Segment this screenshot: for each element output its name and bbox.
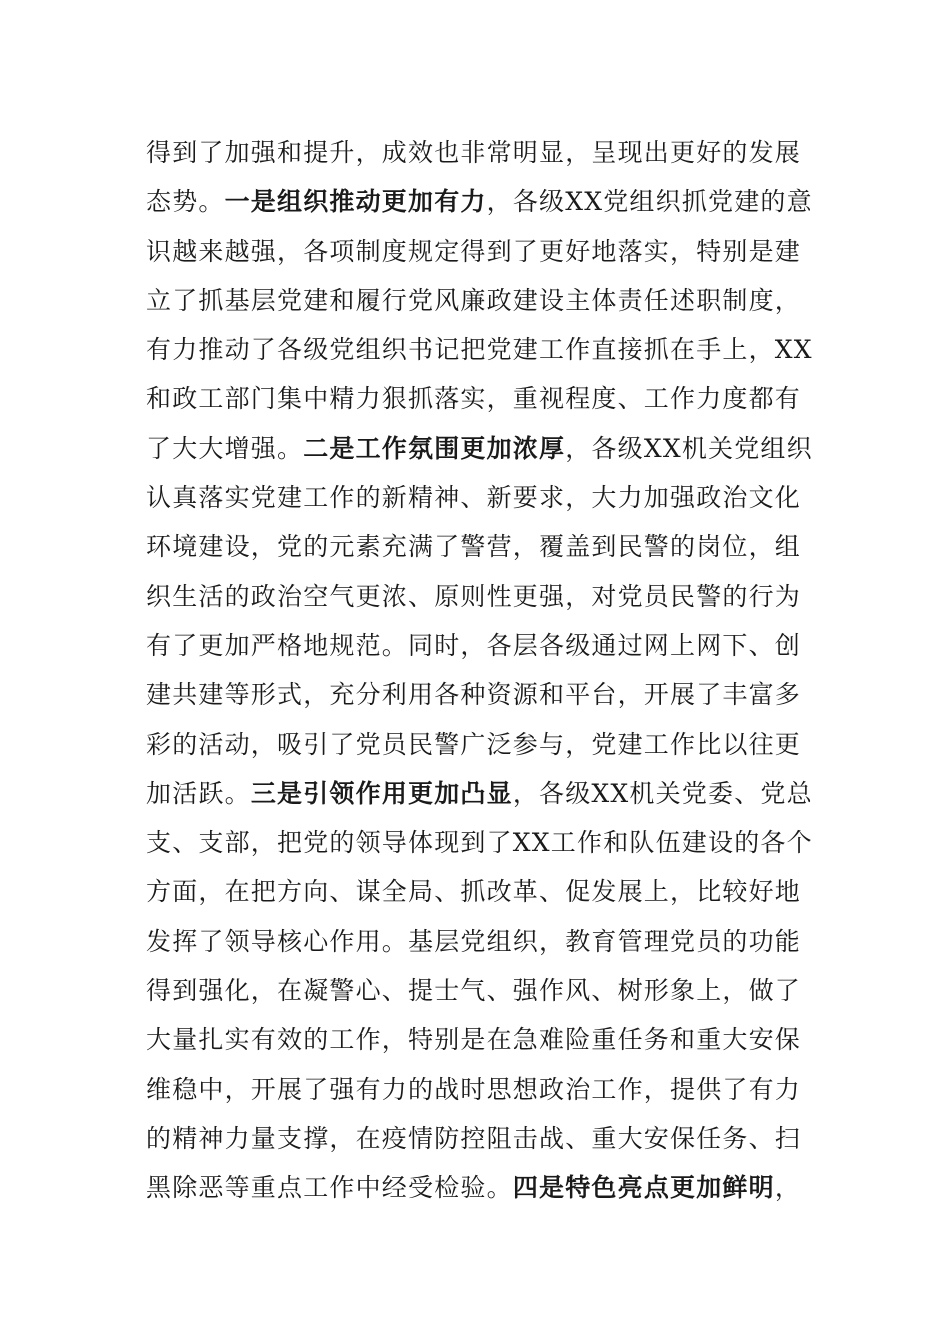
text-segment: 的精神力量支撑，在疫情防控阻击战、重大安保任务、扫 — [146, 1123, 802, 1153]
text-segment: 有力推动了各级党组织书记把党建工作直接抓在手上，XX — [146, 335, 813, 365]
text-line — [146, 818, 816, 867]
text-line — [146, 522, 816, 571]
text-line — [146, 177, 816, 226]
text-segment: 立了抓基层党建和履行党风廉政建设主体责任述职制度， — [146, 285, 802, 315]
text-line — [146, 473, 816, 522]
text-line — [146, 720, 816, 769]
text-line — [146, 917, 816, 966]
text-segment: 大量扎实有效的工作，特别是在急难险重任务和重大安保 — [146, 1025, 802, 1055]
text-segment: 态势。 — [146, 187, 225, 217]
text-line — [146, 424, 816, 473]
text-line — [146, 227, 816, 276]
text-segment: 加活跃。 — [146, 778, 251, 808]
text-segment: 得到了加强和提升，成效也非常明显，呈现出更好的发展 — [146, 138, 802, 167]
text-line — [146, 276, 816, 325]
text-line — [146, 1163, 816, 1212]
body-paragraph — [146, 128, 816, 1213]
text-line — [146, 1114, 816, 1163]
text-line — [146, 572, 816, 621]
text-segment: ，各级XX机关党组织 — [565, 433, 813, 463]
text-line — [146, 325, 816, 374]
bold-heading-phrase: 一是组织推动更加有力 — [224, 187, 487, 217]
text-segment: 织生活的政治空气更浓、原则性更强，对党员民警的行为 — [146, 581, 802, 611]
text-line — [146, 374, 816, 423]
text-segment: 环境建设，党的元素充满了警营，覆盖到民警的岗位，组 — [146, 532, 802, 562]
text-segment: 有了更加严格地规范。同时，各层各级通过网上网下、创 — [146, 630, 802, 660]
bold-heading-phrase: 二是工作氛围更加浓厚 — [303, 433, 566, 463]
text-segment: 维稳中，开展了强有力的战时思想政治工作，提供了有力 — [146, 1074, 802, 1104]
text-line — [146, 128, 816, 177]
text-line — [146, 966, 816, 1015]
text-segment: 得到强化，在凝警心、提士气、强作风、树形象上，做了 — [146, 976, 802, 1006]
bold-heading-phrase: 四是特色亮点更加鲜明 — [512, 1173, 775, 1203]
text-segment: ， — [774, 1173, 802, 1203]
text-segment: 识越来越强，各项制度规定得到了更好地落实，特别是建 — [146, 236, 802, 266]
text-segment: 彩的活动，吸引了党员民警广泛参与，党建工作比以往更 — [146, 729, 802, 759]
text-line — [146, 1065, 816, 1114]
text-line — [146, 867, 816, 916]
text-segment: 支、支部，把党的领导体现到了XX工作和队伍建设的各个 — [146, 828, 813, 858]
text-segment: 发挥了领导核心作用。基层党组织，教育管理党员的功能 — [146, 926, 802, 956]
text-segment: 建共建等形式，充分利用各种资源和平台，开展了丰富多 — [146, 680, 802, 710]
text-segment: 黑除恶等重点工作中经受检验。 — [146, 1173, 513, 1203]
text-line — [146, 1015, 816, 1064]
text-segment: 和政工部门集中精力狠抓落实，重视程度、工作力度都有 — [146, 384, 802, 414]
text-segment: 方面，在把方向、谋全局、抓改革、促发展上，比较好地 — [146, 877, 802, 907]
text-line — [146, 621, 816, 670]
text-line — [146, 769, 816, 818]
text-segment: 认真落实党建工作的新精神、新要求，大力加强政治文化 — [146, 483, 802, 513]
text-segment: ，各级XX党组织抓党建的意 — [486, 187, 813, 217]
text-line — [146, 670, 816, 719]
bold-heading-phrase: 三是引领作用更加凸显 — [250, 778, 513, 808]
text-segment: 了大大增强。 — [146, 433, 304, 463]
text-segment: ，各级XX机关党委、党总 — [512, 778, 813, 808]
